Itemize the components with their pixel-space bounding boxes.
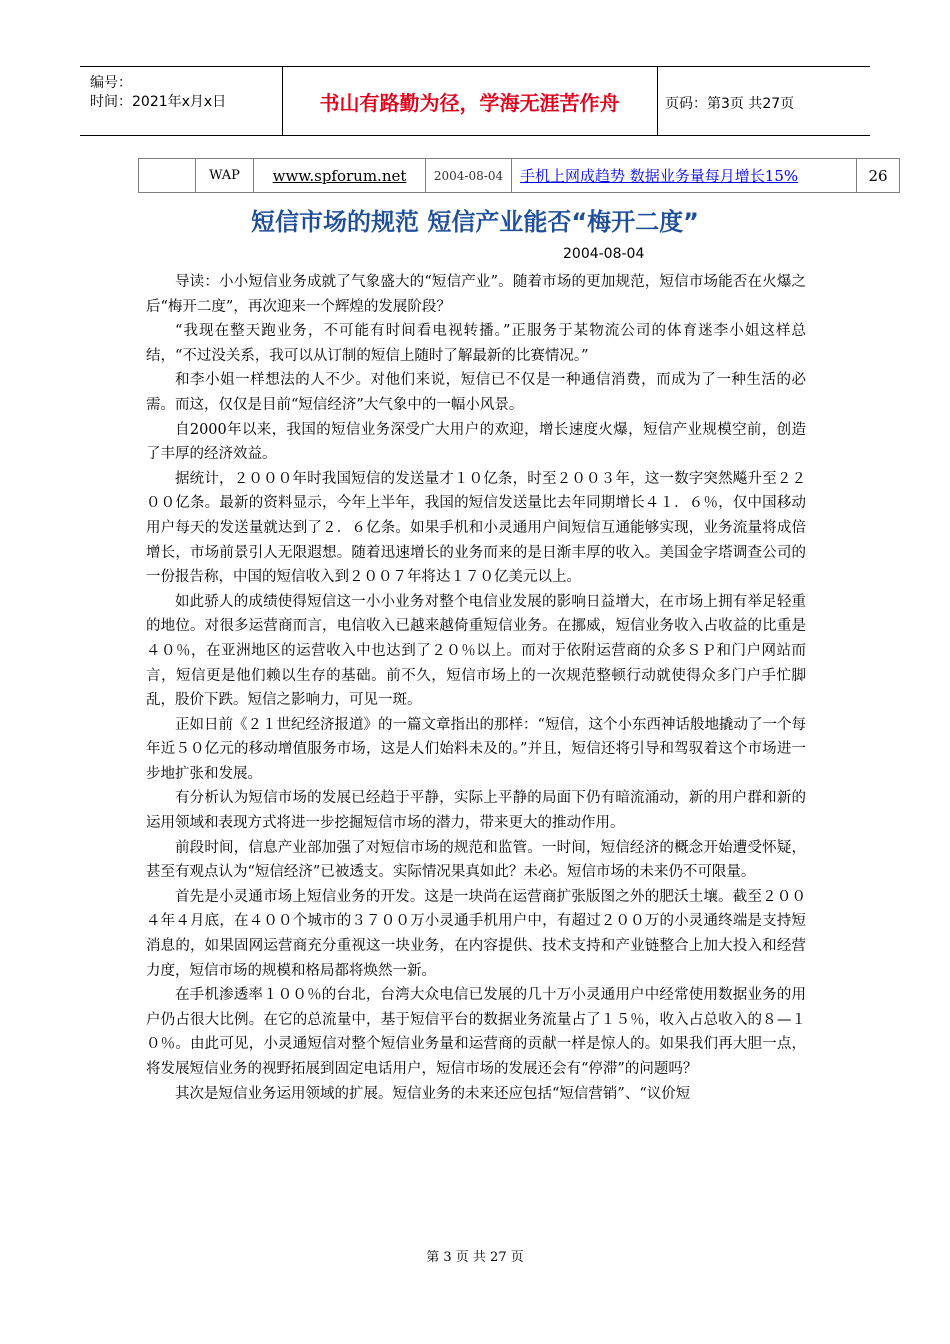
paragraph: 自2000年以来，我国的短信业务深受广大用户的欢迎，增长速度火爆，短信产业规模空前，创造了丰厚的经济效益。 xyxy=(146,421,806,463)
paragraph: 正如日前《２１世纪经济报道》的一篇文章指出的那样：“短信，这个小东西神话般地撬动了一个每年近５０亿元的移动增值服务市场，这是人们始料未及的。”并且，短信还将引导和驾驭着这个市场进一步地扩张和发展。 xyxy=(146,716,806,782)
page-header xyxy=(80,66,870,136)
count-cell: 26 xyxy=(868,166,888,185)
link-row-table xyxy=(138,158,900,193)
page-footer: 第 3 页 共 27 页 xyxy=(426,1250,524,1265)
header-meta xyxy=(80,67,283,135)
paragraph: 首先是小灵通市场上短信业务的开发。这是一块尚在运营商扩张版图之外的肥沃土壤。截至２００４年４月底，在４００个城市的３７００万小灵通手机用户中，有超过２００万的小灵通终端是支持短消息的，如果固网运营商充分重视这一块业务，在内容提供、技术支持和产业链整合上加大投入和经营力度，短信市场的规模和格局都将焕然一新。 xyxy=(146,888,806,979)
paragraph: 和李小姐一样想法的人不少。对他们来说，短信已不仅是一种通信消费，而成为了一种生活的必需。而这，仅仅是目前“短信经济”大气象中的一幅小风景。 xyxy=(146,372,806,413)
article-body xyxy=(146,270,806,1106)
headline-link[interactable]: 手机上网成趋势 数据业务量每月增长15% xyxy=(512,159,857,192)
site-link[interactable]: www.spforum.net xyxy=(254,159,426,192)
paragraph: 在手机渗透率１００％的台北，台湾大众电信已发展的几十万小灵通用户中经常使用数据业务的用户仍占很大比例。在它的总流量中，基于短信平台的数据业务流量占了１５％，收入占总收入的８—１０％。由此可见，小灵通短信对整个短信业务量和运营商的贡献一样是惊人的。如果我们再大胆一点，将发展短信业务的视野拓展到固定电话用户，短信市场的发展还会有“停滞”的问题吗？ xyxy=(146,987,806,1077)
paragraph: 导读：小小短信业务成就了气象盛大的“短信产业”。随着市场的更加规范，短信市场能否在火爆之后“梅开二度”，再次迎来一个辉煌的发展阶段？ xyxy=(146,274,806,315)
article-title: 短信市场的规范 短信产业能否“梅开二度” xyxy=(251,208,699,236)
paragraph: 其次是短信业务运用领域的扩展。短信业务的未来还应包括“短信营销”、“议价短 xyxy=(175,1085,691,1102)
paragraph: 如此骄人的成绩使得短信这一小小业务对整个电信业发展的影响日益增大，在市场上拥有举足轻重的地位。对很多运营商而言，电信收入已越来越倚重短信业务。在挪威，短信业务收入占收益的比重是４０％，在亚洲地区的运营收入中也达到了２０％以上。而对于依附运营商的众多ＳＰ和门户网站而言，短信更是他们赖以生存的基础。前不久，短信市场上的一次规范整顿行动就使得众多门户手忙脚乱，股价下跌。短信之影响力，可见一斑。 xyxy=(146,593,806,709)
number-label: 编号： xyxy=(90,75,132,91)
date-cell: 2004-08-04 xyxy=(426,159,512,192)
empty-cell xyxy=(139,159,196,192)
header-page-info: 页码：第3页 共27页 xyxy=(665,96,795,112)
type-cell: WAP xyxy=(196,159,254,192)
time-label: 时间：2021年x月x日 xyxy=(90,94,227,110)
paragraph: 据统计，２０００年时我国短信的发送量才１０亿条，时至２００３年，这一数字突然飚升至２２００亿条。最新的资料显示，今年上半年，我国的短信发送量比去年同期增长４１．６％，仅中国移动用户每天的发送量就达到了２．６亿条。如果手机和小灵通用户间短信互通能够实现，业务流量将成倍增长，市场前景引人无限遐想。随着迅速增长的业务而来的是日渐丰厚的收入。美国金字塔调查公司的一份报告称，中国的短信收入到２００７年将达１７０亿美元以上。 xyxy=(146,470,806,586)
article-date: 2004-08-04 xyxy=(563,246,645,262)
paragraph: 前段时间，信息产业部加强了对短信市场的规范和监管。一时间，短信经济的概念开始遭受怀疑，甚至有观点认为“短信经济”已被透支。实际情况果真如此？未必。短信市场的未来仍不可限量。 xyxy=(146,839,806,881)
paragraph: “我现在整天跑业务，不可能有时间看电视转播。”正服务于某物流公司的体育迷李小姐这样总结，“不过没关系，我可以从订制的短信上随时了解最新的比赛情况。” xyxy=(146,323,806,364)
paragraph: 有分析认为短信市场的发展已经趋于平静，实际上平静的局面下仍有暗流涌动，新的用户群和新的运用领域和表现方式将进一步挖掘短信市场的潜力，带来更大的推动作用。 xyxy=(146,790,806,832)
header-motto: 书山有路勤为径，学海无涯苦作舟 xyxy=(282,67,658,135)
